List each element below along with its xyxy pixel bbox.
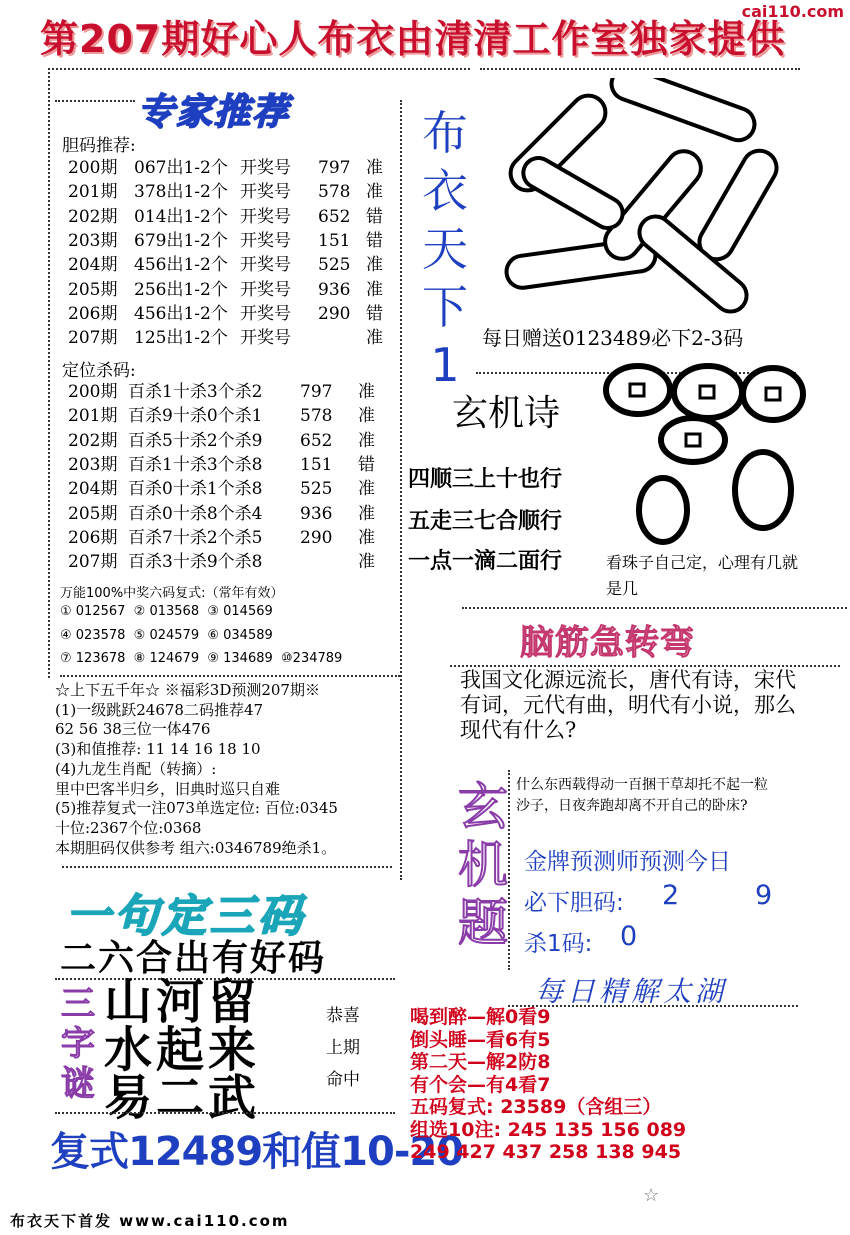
- riddle-vertical-title: 玄 机 题: [458, 778, 508, 952]
- expert-heading: 专家推荐: [138, 92, 291, 133]
- site-logo: cai110.com: [741, 2, 844, 21]
- forecast-line: (5)推荐复式一注073单选定位: 百位:0345: [55, 799, 338, 818]
- issue-cell: 203期: [68, 454, 118, 475]
- result-cell: 准: [358, 552, 375, 573]
- draw-number-cell: 525: [318, 255, 351, 276]
- taihu-line: 组选10注: 245 135 156 089: [410, 1118, 687, 1141]
- draw-number-cell: 936: [300, 503, 333, 524]
- pick-cell: 014出1-2个: [134, 206, 228, 227]
- issue-cell: 206期: [68, 527, 118, 548]
- footer: 布衣天下首发 www.cai110.com: [10, 1212, 290, 1230]
- draw-number-cell: 797: [318, 158, 351, 178]
- brain-text: 我国文化源远流长，唐代有诗，宋代有词，元代有曲，明代有小说，那么现代有什么?: [460, 668, 796, 742]
- issue-cell: 205期: [68, 279, 118, 300]
- result-cell: 准: [358, 406, 375, 427]
- draw-number-cell: 151: [318, 230, 351, 251]
- divider: [400, 100, 402, 880]
- issue-cell: 202期: [68, 206, 118, 227]
- draw-number-cell: 290: [300, 527, 333, 548]
- gold-title: 金牌预测师预测今日: [524, 849, 731, 875]
- pick-cell: 256出1-2个: [134, 279, 228, 300]
- pick-cell: 百杀1十杀3个杀2: [128, 382, 263, 402]
- pick-cell: 百杀3十杀9个杀8: [128, 552, 263, 573]
- riddle-side-chars: 三 字 谜: [61, 984, 95, 1104]
- label-cell: 开奖号: [240, 182, 291, 203]
- issue-cell: 207期: [68, 552, 118, 573]
- taihu-line: 第二天—解2防8: [410, 1051, 551, 1073]
- six-row: ⑦ 123678 ⑧ 124679 ⑨ 134689 ⑩234789: [60, 651, 343, 666]
- divider: [450, 665, 840, 667]
- taihu-line: 五码复式: 23589（含组三）: [410, 1096, 662, 1118]
- divider: [48, 68, 470, 70]
- pick-cell: 百杀5十杀2个杀9: [128, 430, 263, 451]
- pick-cell: 百杀9十杀0个杀1: [128, 406, 263, 427]
- poem-title: 玄机诗: [452, 393, 561, 434]
- draw-number-cell: 936: [318, 279, 351, 300]
- star-mark: ☆: [643, 1185, 660, 1206]
- divider: [480, 68, 800, 70]
- brain-title: 脑筋急转弯: [520, 623, 695, 663]
- forecast-line: (1)一级跳跃24678二码推荐47: [55, 700, 264, 719]
- taihu-line: 有个会—有4看7: [410, 1073, 551, 1096]
- kill-title: 定位杀码:: [62, 361, 136, 381]
- issue-cell: 201期: [68, 182, 118, 203]
- taihu-title: 每日精解太湖: [535, 975, 728, 1008]
- label-cell: 开奖号: [240, 255, 291, 276]
- pick-cell: 378出1-2个: [134, 182, 228, 203]
- issue-cell: 207期: [68, 328, 118, 349]
- six-row: ④ 023578 ⑤ 024579 ⑥ 034589: [60, 628, 273, 643]
- pick-cell: 456出1-2个: [134, 255, 228, 276]
- forecast-line: ☆上下五千年☆ ※福彩3D预测207期※: [55, 681, 320, 699]
- congrats: 恭喜 上期 命中: [326, 1006, 360, 1090]
- label-cell: 开奖号: [240, 303, 291, 324]
- poem-line: 四顺三上十也行: [408, 467, 563, 492]
- result-cell: 准: [366, 182, 383, 203]
- divider: [55, 100, 135, 102]
- poem-hint: 看珠子自己定，心理有几就是几: [606, 553, 799, 598]
- kill-label: 杀1码:: [524, 931, 593, 957]
- forecast-line: (3)和值推荐: 11 14 16 18 10: [55, 740, 261, 759]
- draw-number-cell: 578: [300, 406, 333, 427]
- result-cell: 准: [366, 328, 383, 349]
- taihu-line: 249 427 437 258 138 945: [410, 1141, 682, 1163]
- poem-line: 一点一滴二面行: [408, 549, 563, 574]
- dan-value-b: 9: [755, 880, 773, 911]
- result-cell: 错: [358, 454, 375, 475]
- pick-cell: 456出1-2个: [134, 303, 228, 324]
- divider: [62, 866, 392, 868]
- result-cell: 准: [358, 503, 375, 524]
- issue-cell: 203期: [68, 230, 118, 251]
- result-cell: 准: [366, 255, 383, 276]
- result-cell: 准: [358, 527, 375, 548]
- pick-cell: 679出1-2个: [134, 230, 228, 251]
- forecast-line: 十位:2367个位:0368: [55, 818, 202, 837]
- issue-cell: 200期: [68, 158, 118, 178]
- draw-number-cell: 652: [318, 206, 351, 227]
- riddle-lines: 山河留 水起来 易二武: [104, 974, 261, 1126]
- dan-label: 必下胆码:: [524, 890, 624, 916]
- issue-cell: 205期: [68, 503, 118, 524]
- label-cell: 开奖号: [240, 206, 291, 227]
- compound-bet: 复式12489和值10-20: [50, 1129, 464, 1175]
- issue-cell: 204期: [68, 479, 118, 500]
- issue-cell: 200期: [68, 382, 118, 402]
- label-cell: 开奖号: [240, 158, 291, 178]
- result-cell: 错: [366, 230, 383, 251]
- forecast-line: 62 56 38三位一体476: [55, 720, 211, 739]
- result-cell: 准: [358, 382, 375, 402]
- result-cell: 准: [366, 158, 383, 178]
- divider: [48, 68, 50, 678]
- label-cell: 开奖号: [240, 328, 291, 349]
- label-cell: 开奖号: [240, 230, 291, 251]
- coins-art: [598, 360, 808, 545]
- slogan: 二六合出有好码: [60, 938, 327, 979]
- pick-cell: 百杀0十杀1个杀8: [128, 479, 263, 500]
- divider: [462, 607, 847, 609]
- daily-gift: 每日赠送0123489必下2-3码: [482, 326, 744, 350]
- divider: [55, 1112, 395, 1114]
- dan-value-a: 2: [662, 880, 680, 911]
- draw-number-cell: 797: [300, 382, 333, 402]
- result-cell: 错: [366, 303, 383, 324]
- label-cell: 开奖号: [240, 279, 291, 300]
- kill-value: 0: [620, 921, 638, 952]
- divider: [60, 675, 400, 677]
- draw-number-cell: 652: [300, 430, 333, 451]
- buyi-vertical-title: 布 衣 天 下 1: [422, 106, 468, 392]
- draw-number-cell: 290: [318, 303, 351, 324]
- issue-cell: 206期: [68, 303, 118, 324]
- pick-cell: 067出1-2个: [134, 158, 228, 178]
- pick-cell: 百杀7十杀2个杀5: [128, 527, 263, 548]
- forecast-line: (4)九龙生肖配（转摘）:: [55, 759, 217, 778]
- pick-cell: 百杀0十杀8个杀4: [128, 503, 263, 524]
- six-row: ① 012567 ② 013568 ③ 014569: [60, 604, 273, 619]
- poem-line: 五走三七合顺行: [408, 509, 563, 534]
- draw-number-cell: 525: [300, 479, 333, 500]
- taihu-line: 倒头睡—看6有5: [410, 1028, 551, 1051]
- result-cell: 准: [366, 279, 383, 300]
- one-sentence-title: 一句定三码: [66, 891, 306, 942]
- pick-cell: 125出1-2个: [134, 328, 228, 349]
- taihu-line: 喝到醉—解0看9: [410, 1006, 551, 1028]
- page-title: 第207期好心人布衣由清清工作室独家提供: [40, 17, 786, 61]
- forecast-line: 本期胆码仅供参考 组六:0346789绝杀1。: [55, 838, 337, 857]
- result-cell: 错: [366, 206, 383, 227]
- forecast-line: 里中巴客半归乡，旧典时巡只自难: [55, 779, 281, 798]
- issue-cell: 204期: [68, 255, 118, 276]
- draw-number-cell: 151: [300, 454, 333, 475]
- six-title: 万能100%中奖六码复式:（常年有效）: [60, 586, 284, 601]
- result-cell: 准: [358, 479, 375, 500]
- issue-cell: 201期: [68, 406, 118, 427]
- result-cell: 准: [358, 430, 375, 451]
- draw-number-cell: 578: [318, 182, 351, 203]
- riddle-question: 什么东西载得动一百捆干草却托不起一粒沙子，日夜奔跑却离不开自己的卧床?: [516, 777, 768, 814]
- issue-cell: 202期: [68, 430, 118, 451]
- swastika-art: [478, 78, 798, 323]
- dan-title: 胆码推荐:: [62, 136, 136, 156]
- pick-cell: 百杀1十杀3个杀8: [128, 454, 263, 475]
